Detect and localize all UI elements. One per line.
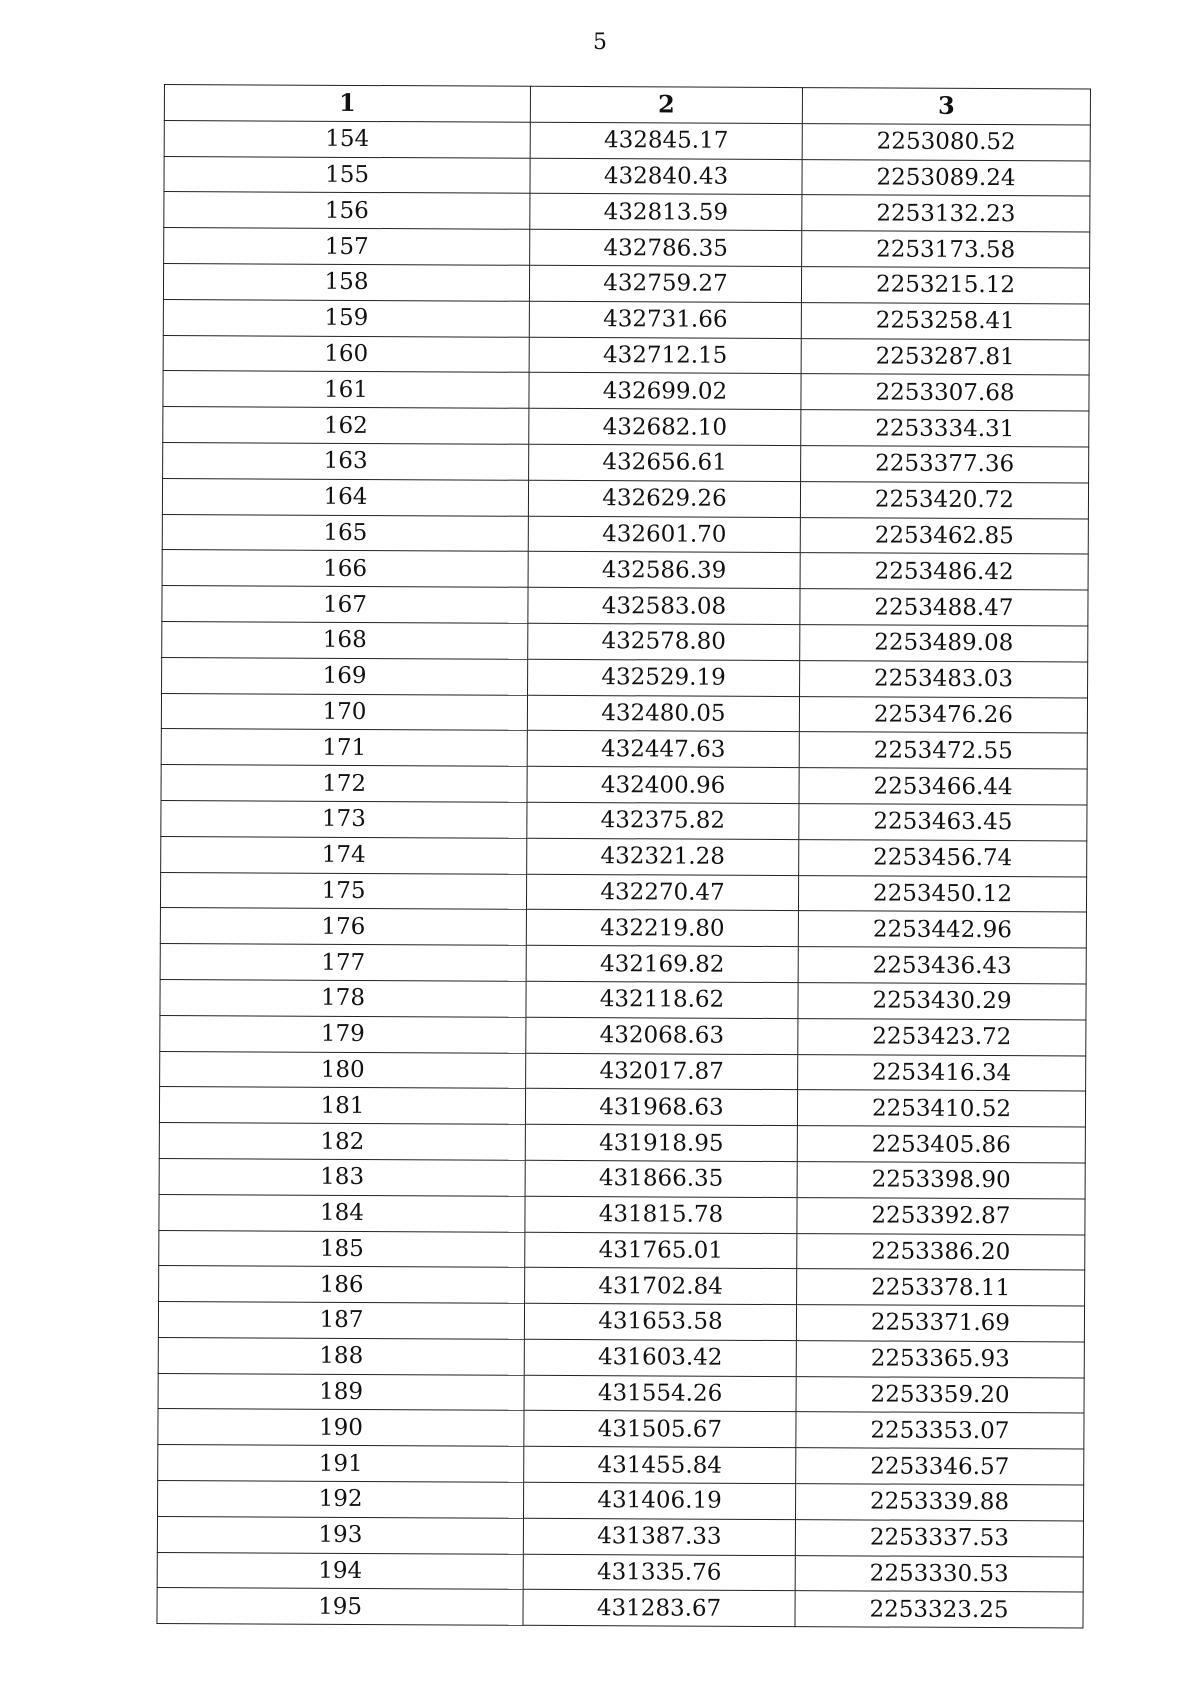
- table-row: [161, 729, 1087, 769]
- y-coordinate-cell: 2253442.96: [798, 911, 1086, 948]
- y-coordinate-cell: 2253377.36: [801, 446, 1089, 483]
- x-coordinate-cell: 432270.47: [526, 874, 798, 911]
- table-row: [159, 1230, 1085, 1270]
- point-number-cell: 170: [161, 693, 527, 731]
- x-coordinate-cell: 432656.61: [529, 444, 801, 481]
- y-coordinate-cell: 2253392.87: [797, 1197, 1085, 1234]
- point-number-cell: 187: [158, 1302, 524, 1340]
- point-number-cell: 172: [161, 765, 527, 803]
- table-row: [157, 1516, 1083, 1556]
- point-number-cell: 161: [163, 371, 529, 409]
- table-row: [164, 120, 1090, 160]
- x-coordinate-cell: 432480.05: [527, 695, 799, 732]
- point-number-cell: 162: [163, 407, 529, 445]
- x-coordinate-cell: 432219.80: [526, 910, 798, 947]
- point-number-cell: 190: [158, 1409, 524, 1447]
- point-number-cell: 159: [163, 299, 529, 337]
- table-row: [157, 1588, 1083, 1628]
- table-row: [158, 1409, 1084, 1449]
- table-row: [164, 192, 1090, 232]
- y-coordinate-cell: 2253436.43: [798, 947, 1086, 984]
- x-coordinate-cell: 432321.28: [527, 838, 799, 875]
- y-coordinate-cell: 2253486.42: [800, 553, 1088, 590]
- x-coordinate-cell: 432447.63: [527, 731, 799, 768]
- table-row: [159, 1158, 1085, 1198]
- point-number-cell: 186: [159, 1266, 525, 1304]
- x-coordinate-cell: 431815.78: [525, 1196, 797, 1233]
- x-coordinate-cell: 431603.42: [524, 1339, 796, 1376]
- y-coordinate-cell: 2253346.57: [796, 1448, 1084, 1485]
- x-coordinate-cell: 431765.01: [525, 1232, 797, 1269]
- y-coordinate-cell: 2253398.90: [797, 1162, 1085, 1199]
- x-coordinate-cell: 431866.35: [525, 1160, 797, 1197]
- table-row: [161, 693, 1087, 733]
- y-coordinate-cell: 2253462.85: [800, 517, 1088, 554]
- y-coordinate-cell: 2253423.72: [798, 1018, 1086, 1055]
- x-coordinate-cell: 432118.62: [526, 981, 798, 1018]
- y-coordinate-cell: 2253466.44: [799, 768, 1087, 805]
- point-number-cell: 184: [159, 1194, 525, 1232]
- point-number-cell: 155: [164, 156, 530, 194]
- table-row: [162, 514, 1088, 554]
- point-number-cell: 178: [160, 979, 526, 1017]
- table-row: [162, 657, 1088, 697]
- table-row: [158, 1302, 1084, 1342]
- y-coordinate-cell: 2253483.03: [800, 660, 1088, 697]
- table-row: [160, 944, 1086, 984]
- x-coordinate-cell: 431702.84: [525, 1268, 797, 1305]
- x-coordinate-cell: 431554.26: [524, 1375, 796, 1412]
- y-coordinate-cell: 2253339.88: [795, 1484, 1083, 1521]
- x-coordinate-cell: 431387.33: [523, 1518, 795, 1555]
- y-coordinate-cell: 2253416.34: [798, 1054, 1086, 1091]
- x-coordinate-cell: 432840.43: [530, 158, 802, 195]
- table-row: [159, 1266, 1085, 1306]
- point-number-cell: 156: [164, 192, 530, 230]
- y-coordinate-cell: 2253450.12: [798, 875, 1086, 912]
- table-row: [163, 407, 1089, 447]
- point-number-cell: 181: [159, 1087, 525, 1125]
- point-number-cell: 173: [161, 800, 527, 838]
- point-number-cell: 167: [162, 586, 528, 624]
- header-cell-1: 1: [164, 85, 530, 123]
- table-row: [161, 765, 1087, 805]
- header-cell-3: 3: [802, 88, 1090, 125]
- table-row: [162, 586, 1088, 626]
- y-coordinate-cell: 2253323.25: [795, 1591, 1083, 1628]
- point-number-cell: 166: [162, 550, 528, 588]
- table-row: [160, 872, 1086, 912]
- x-coordinate-cell: 432786.35: [530, 229, 802, 266]
- point-number-cell: 191: [158, 1445, 524, 1483]
- x-coordinate-cell: 432759.27: [529, 265, 801, 302]
- y-coordinate-cell: 2253378.11: [797, 1269, 1085, 1306]
- x-coordinate-cell: 431406.19: [523, 1482, 795, 1519]
- y-coordinate-cell: 2253287.81: [801, 338, 1089, 375]
- x-coordinate-cell: 432629.26: [528, 480, 800, 517]
- table-row: [163, 299, 1089, 339]
- y-coordinate-cell: 2253463.45: [799, 804, 1087, 841]
- x-coordinate-cell: 432529.19: [528, 659, 800, 696]
- table-row: [163, 263, 1089, 303]
- header-cell-2: 2: [530, 86, 802, 123]
- point-number-cell: 192: [158, 1481, 524, 1519]
- x-coordinate-cell: 431968.63: [525, 1089, 797, 1126]
- point-number-cell: 160: [163, 335, 529, 373]
- table-row: [161, 800, 1087, 840]
- table-row: [163, 371, 1089, 411]
- x-coordinate-cell: 432583.08: [528, 587, 800, 624]
- y-coordinate-cell: 2253410.52: [797, 1090, 1085, 1127]
- point-number-cell: 183: [159, 1158, 525, 1196]
- point-number-cell: 185: [159, 1230, 525, 1268]
- x-coordinate-cell: 432068.63: [526, 1017, 798, 1054]
- x-coordinate-cell: 432682.10: [529, 408, 801, 445]
- y-coordinate-cell: 2253371.69: [796, 1305, 1084, 1342]
- point-number-cell: 194: [157, 1552, 523, 1590]
- x-coordinate-cell: 432578.80: [528, 623, 800, 660]
- point-number-cell: 182: [159, 1123, 525, 1161]
- page-number: 5: [593, 30, 607, 55]
- point-number-cell: 193: [157, 1516, 523, 1554]
- x-coordinate-cell: 432845.17: [530, 122, 802, 159]
- table-row: [162, 621, 1088, 661]
- table-row: [162, 550, 1088, 590]
- x-coordinate-cell: 431918.95: [525, 1124, 797, 1161]
- point-number-cell: 180: [160, 1051, 526, 1089]
- table-row: [161, 836, 1087, 876]
- x-coordinate-cell: 431283.67: [523, 1590, 795, 1627]
- x-coordinate-cell: 431455.84: [524, 1447, 796, 1484]
- table-row: [157, 1552, 1083, 1592]
- y-coordinate-cell: 2253089.24: [802, 159, 1090, 196]
- table-row: [158, 1481, 1084, 1521]
- table-row: [163, 335, 1089, 375]
- x-coordinate-cell: 432813.59: [530, 194, 802, 231]
- table-row: [162, 478, 1088, 518]
- y-coordinate-cell: 2253472.55: [799, 732, 1087, 769]
- table-row: [160, 1051, 1086, 1091]
- point-number-cell: 176: [160, 908, 526, 946]
- point-number-cell: 195: [157, 1588, 523, 1626]
- point-number-cell: 154: [164, 120, 530, 158]
- point-number-cell: 168: [162, 621, 528, 659]
- table-row: [158, 1373, 1084, 1413]
- coordinates-table: [156, 84, 1091, 1629]
- table-row: [158, 1337, 1084, 1377]
- point-number-cell: 189: [158, 1373, 524, 1411]
- y-coordinate-cell: 2253215.12: [801, 267, 1089, 304]
- point-number-cell: 171: [161, 729, 527, 767]
- y-coordinate-cell: 2253476.26: [799, 696, 1087, 733]
- point-number-cell: 174: [161, 836, 527, 874]
- table-body: [157, 120, 1090, 1628]
- table-row: [163, 442, 1089, 482]
- x-coordinate-cell: 431505.67: [524, 1411, 796, 1448]
- y-coordinate-cell: 2253386.20: [797, 1233, 1085, 1270]
- y-coordinate-cell: 2253307.68: [801, 374, 1089, 411]
- x-coordinate-cell: 431335.76: [523, 1554, 795, 1591]
- y-coordinate-cell: 2253330.53: [795, 1555, 1083, 1592]
- x-coordinate-cell: 432586.39: [528, 552, 800, 589]
- y-coordinate-cell: 2253365.93: [796, 1340, 1084, 1377]
- x-coordinate-cell: 432601.70: [528, 516, 800, 553]
- point-number-cell: 169: [162, 657, 528, 695]
- point-number-cell: 177: [160, 944, 526, 982]
- table-row: [159, 1194, 1085, 1234]
- x-coordinate-cell: 432699.02: [529, 373, 801, 410]
- table-row: [160, 908, 1086, 948]
- x-coordinate-cell: 432712.15: [529, 337, 801, 374]
- point-number-cell: 165: [162, 514, 528, 552]
- table-row: [164, 228, 1090, 268]
- point-number-cell: 175: [160, 872, 526, 910]
- y-coordinate-cell: 2253353.07: [796, 1412, 1084, 1449]
- x-coordinate-cell: 432400.96: [527, 766, 799, 803]
- table-row: [160, 1015, 1086, 1055]
- y-coordinate-cell: 2253489.08: [800, 625, 1088, 662]
- y-coordinate-cell: 2253359.20: [796, 1376, 1084, 1413]
- y-coordinate-cell: 2253456.74: [799, 839, 1087, 876]
- point-number-cell: 163: [163, 442, 529, 480]
- table-header-row: [164, 85, 1090, 125]
- table-row: [160, 979, 1086, 1019]
- table-row: [159, 1123, 1085, 1163]
- y-coordinate-cell: 2253173.58: [802, 231, 1090, 268]
- y-coordinate-cell: 2253405.86: [797, 1126, 1085, 1163]
- point-number-cell: 158: [163, 263, 529, 301]
- x-coordinate-cell: 431653.58: [524, 1303, 796, 1340]
- point-number-cell: 188: [158, 1337, 524, 1375]
- point-number-cell: 179: [160, 1015, 526, 1053]
- point-number-cell: 164: [162, 478, 528, 516]
- x-coordinate-cell: 432169.82: [526, 945, 798, 982]
- y-coordinate-cell: 2253132.23: [802, 195, 1090, 232]
- table-row: [158, 1445, 1084, 1485]
- y-coordinate-cell: 2253080.52: [802, 123, 1090, 160]
- y-coordinate-cell: 2253258.41: [801, 302, 1089, 339]
- x-coordinate-cell: 432375.82: [527, 802, 799, 839]
- x-coordinate-cell: 432017.87: [526, 1053, 798, 1090]
- table-row: [164, 156, 1090, 196]
- table-row: [159, 1087, 1085, 1127]
- y-coordinate-cell: 2253430.29: [798, 983, 1086, 1020]
- x-coordinate-cell: 432731.66: [529, 301, 801, 338]
- y-coordinate-cell: 2253420.72: [800, 481, 1088, 518]
- point-number-cell: 157: [164, 228, 530, 266]
- y-coordinate-cell: 2253488.47: [800, 589, 1088, 626]
- y-coordinate-cell: 2253337.53: [795, 1519, 1083, 1556]
- y-coordinate-cell: 2253334.31: [801, 410, 1089, 447]
